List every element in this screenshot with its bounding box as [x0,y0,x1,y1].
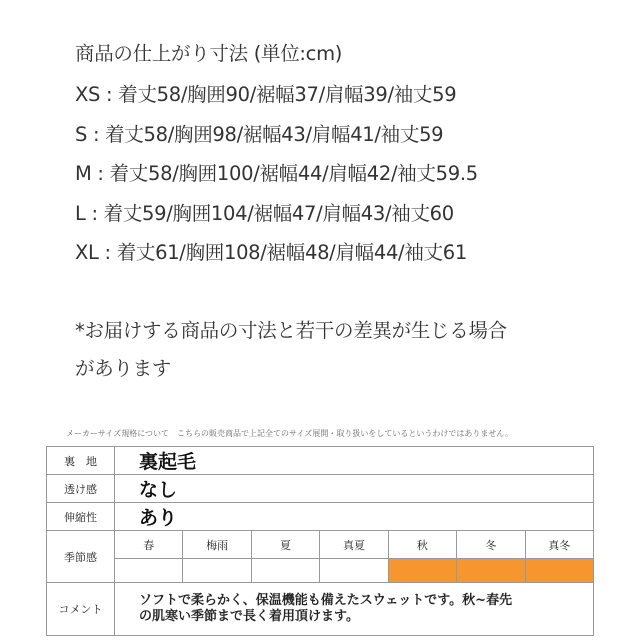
size-disclaimer-2: があります [75,357,172,380]
size-title: 商品の仕上がり寸法 (単位:cm) [75,42,343,65]
size-disclaimer-1: *お届けする商品の寸法と若干の差異が生じる場合 [75,319,507,342]
sheer-row [47,475,594,503]
lining-label: 裏 地 [47,447,115,475]
season-cell-active [525,559,593,583]
lining-value: 裏起毛 [115,447,594,475]
season-header-cell: 秋 [388,531,456,559]
comment-label: コメント [47,583,115,636]
season-header-cell: 梅雨 [183,531,251,559]
comment-row [47,583,594,636]
spec-table [46,446,594,636]
season-header-cell: 真夏 [320,531,388,559]
lining-row [47,447,594,475]
season-cell-active [388,559,456,583]
size-row-xl: XL : 着丈61/胸囲108/裾幅48/肩幅44/袖丈61 [75,241,467,264]
season-header-cell: 真冬 [525,531,593,559]
comment-line-2: の肌寒い季節まで長く着用頂けます。 [139,609,359,624]
season-cell-inactive [251,559,319,583]
stretch-value: あり [115,503,594,531]
sheer-value: なし [115,475,594,503]
season-cell-inactive [183,559,251,583]
size-row-xs: XS : 着丈58/胸囲90/裾幅37/肩幅39/袖丈59 [75,83,457,106]
season-header-cell: 夏 [251,531,319,559]
comment-line-1: ソフトで柔らかく、保温機能も備えたスウェットです。秋~春先 [139,593,513,608]
season-cell-inactive [320,559,388,583]
season-label: 季節感 [47,531,115,583]
season-header-cell: 春 [115,531,183,559]
season-header-cell: 冬 [457,531,525,559]
season-value-row [47,559,594,583]
size-row-s: S : 着丈58/胸囲98/裾幅43/肩幅41/袖丈59 [75,123,444,146]
size-row-m: M : 着丈58/胸囲100/裾幅44/肩幅42/袖丈59.5 [75,162,478,185]
season-header-row [47,531,594,559]
comment-value [115,583,594,636]
stretch-label: 伸縮性 [47,503,115,531]
sheer-label: 透け感 [47,475,115,503]
stretch-row [47,503,594,531]
season-cell-inactive [115,559,183,583]
size-row-l: L : 着丈59/胸囲104/裾幅47/肩幅43/袖丈60 [75,202,454,225]
maker-size-note: メーカーサイズ規格について こちらの販売商品で上記全てのサイズ展開・取り扱いをしているというわけではありません。 [66,429,513,438]
season-cell-active [457,559,525,583]
